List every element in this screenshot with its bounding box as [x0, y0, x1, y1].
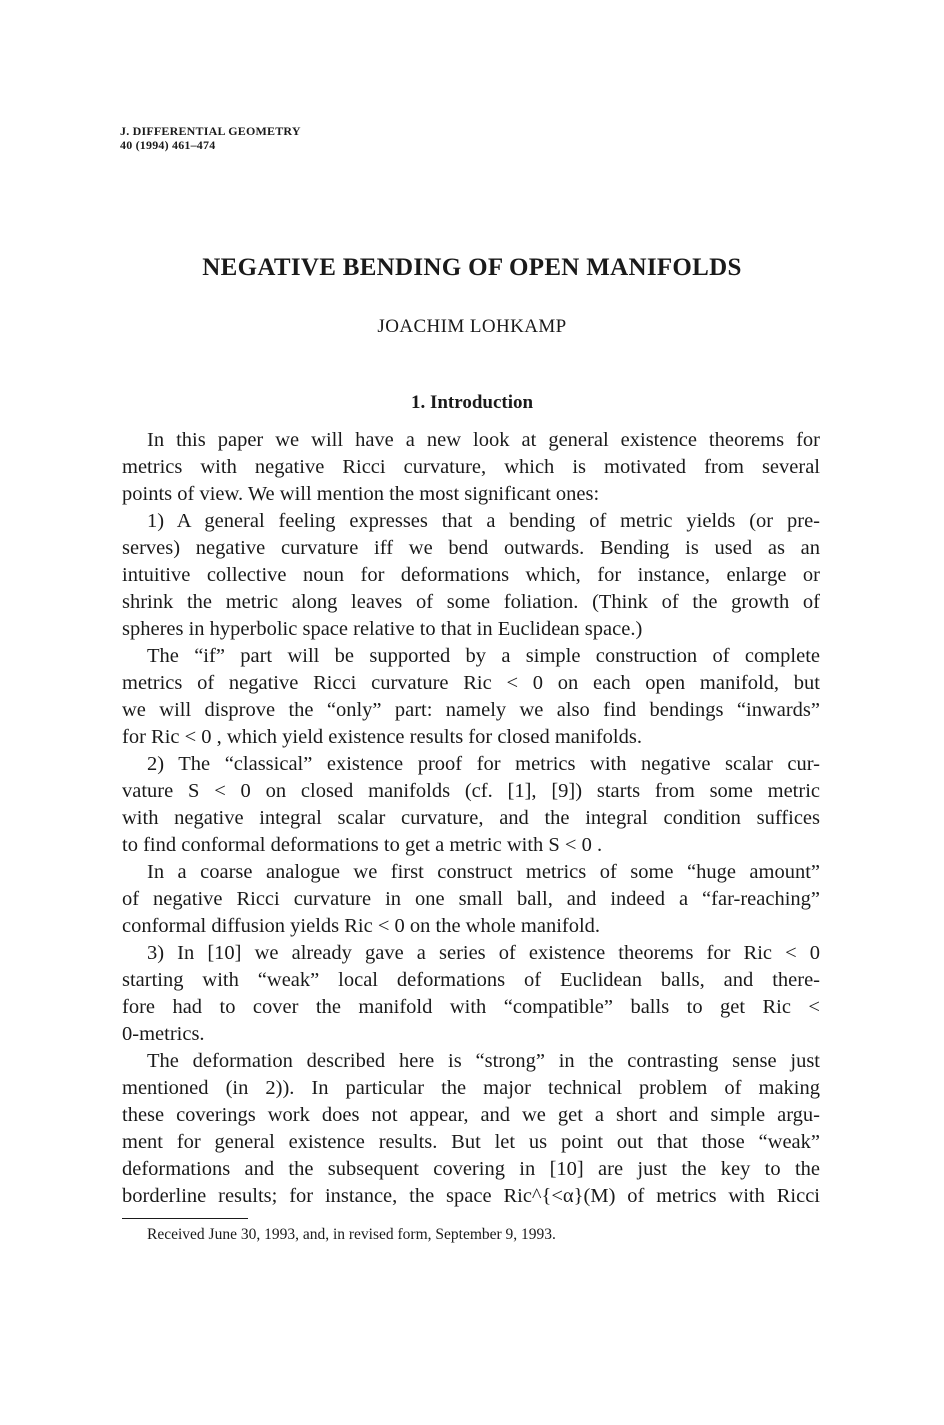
text-line: these coverings work does not appear, and we get a short and simple argu-	[122, 1104, 820, 1126]
text-line: starting with “weak” local deformations of Euclidean balls, and there-	[122, 969, 820, 991]
text-line: The “if” part will be supported by a simple construction of complete	[147, 645, 820, 667]
text-line: for Ric < 0 , which yield existence results for closed manifolds.	[122, 726, 642, 748]
text-line: conformal diffusion yields Ric < 0 on the whole manifold.	[122, 915, 601, 937]
text-line: serves) negative curvature iff we bend outwards. Bending is used as an	[122, 537, 820, 559]
text-line: shrink the metric along leaves of some foliation. (Think of the growth of	[122, 591, 820, 613]
text-line: vature S < 0 on closed manifolds (cf. [1], [9]) starts from some metric	[122, 780, 820, 802]
text-line: with negative integral scalar curvature, and the integral condition suffices	[122, 807, 820, 829]
text-line: 3) In [10] we already gave a series of existence theorems for Ric < 0	[147, 942, 820, 964]
text-line: points of view. We will mention the most significant ones:	[122, 483, 600, 505]
text-line: intuitive collective noun for deformations which, for instance, enlarge or	[122, 564, 820, 586]
text-line: In a coarse analogue we first construct metrics of some “huge amount”	[147, 861, 820, 883]
text-line: of negative Ricci curvature in one small ball, and indeed a “far-reaching”	[122, 888, 820, 910]
text-line: to find conformal deformations to get a metric with S < 0 .	[122, 834, 603, 856]
text-line: deformations and the subsequent covering in [10] are just the key to the	[122, 1158, 820, 1180]
text-line: 2) The “classical” existence proof for metrics with negative scalar cur-	[147, 753, 820, 775]
paper-title: NEGATIVE BENDING OF OPEN MANIFOLDS	[202, 254, 742, 281]
introduction-body	[122, 427, 820, 1210]
journal-name: J. DIFFERENTIAL GEOMETRY	[120, 124, 301, 138]
text-line: spheres in hyperbolic space relative to that in Euclidean space.)	[122, 618, 643, 640]
paper-author: JOACHIM LOHKAMP	[377, 316, 567, 337]
section-heading: 1. Introduction	[410, 392, 534, 413]
text-line: metrics of negative Ricci curvature Ric < 0 on each open manifold, but	[122, 672, 820, 694]
footnote: Received June 30, 1993, and, in revised form, September 9, 1993.	[147, 1226, 556, 1243]
footnote-divider	[122, 1218, 248, 1219]
text-line: 1) A general feeling expresses that a bending of metric yields (or pre-	[147, 510, 820, 532]
text-line: borderline results; for instance, the space Ric^{<α}(M) of metrics with Ricci	[122, 1185, 820, 1207]
text-line: 0-metrics.	[122, 1023, 205, 1045]
text-line: fore had to cover the manifold with “compatible” balls to get Ric <	[122, 996, 820, 1018]
text-line: The deformation described here is “strong” in the contrasting sense just	[147, 1050, 820, 1072]
text-line: mentioned (in 2)). In particular the major technical problem of making	[122, 1077, 820, 1099]
journal-volume: 40 (1994) 461–474	[120, 138, 216, 152]
text-line: metrics with negative Ricci curvature, which is motivated from several	[122, 456, 820, 478]
text-line: we will disprove the “only” part: namely we also find bendings “inwards”	[122, 699, 820, 721]
text-line: ment for general existence results. But let us point out that those “weak”	[122, 1131, 820, 1153]
journal-header	[120, 124, 301, 152]
text-line: In this paper we will have a new look at general existence theorems for	[147, 429, 820, 451]
